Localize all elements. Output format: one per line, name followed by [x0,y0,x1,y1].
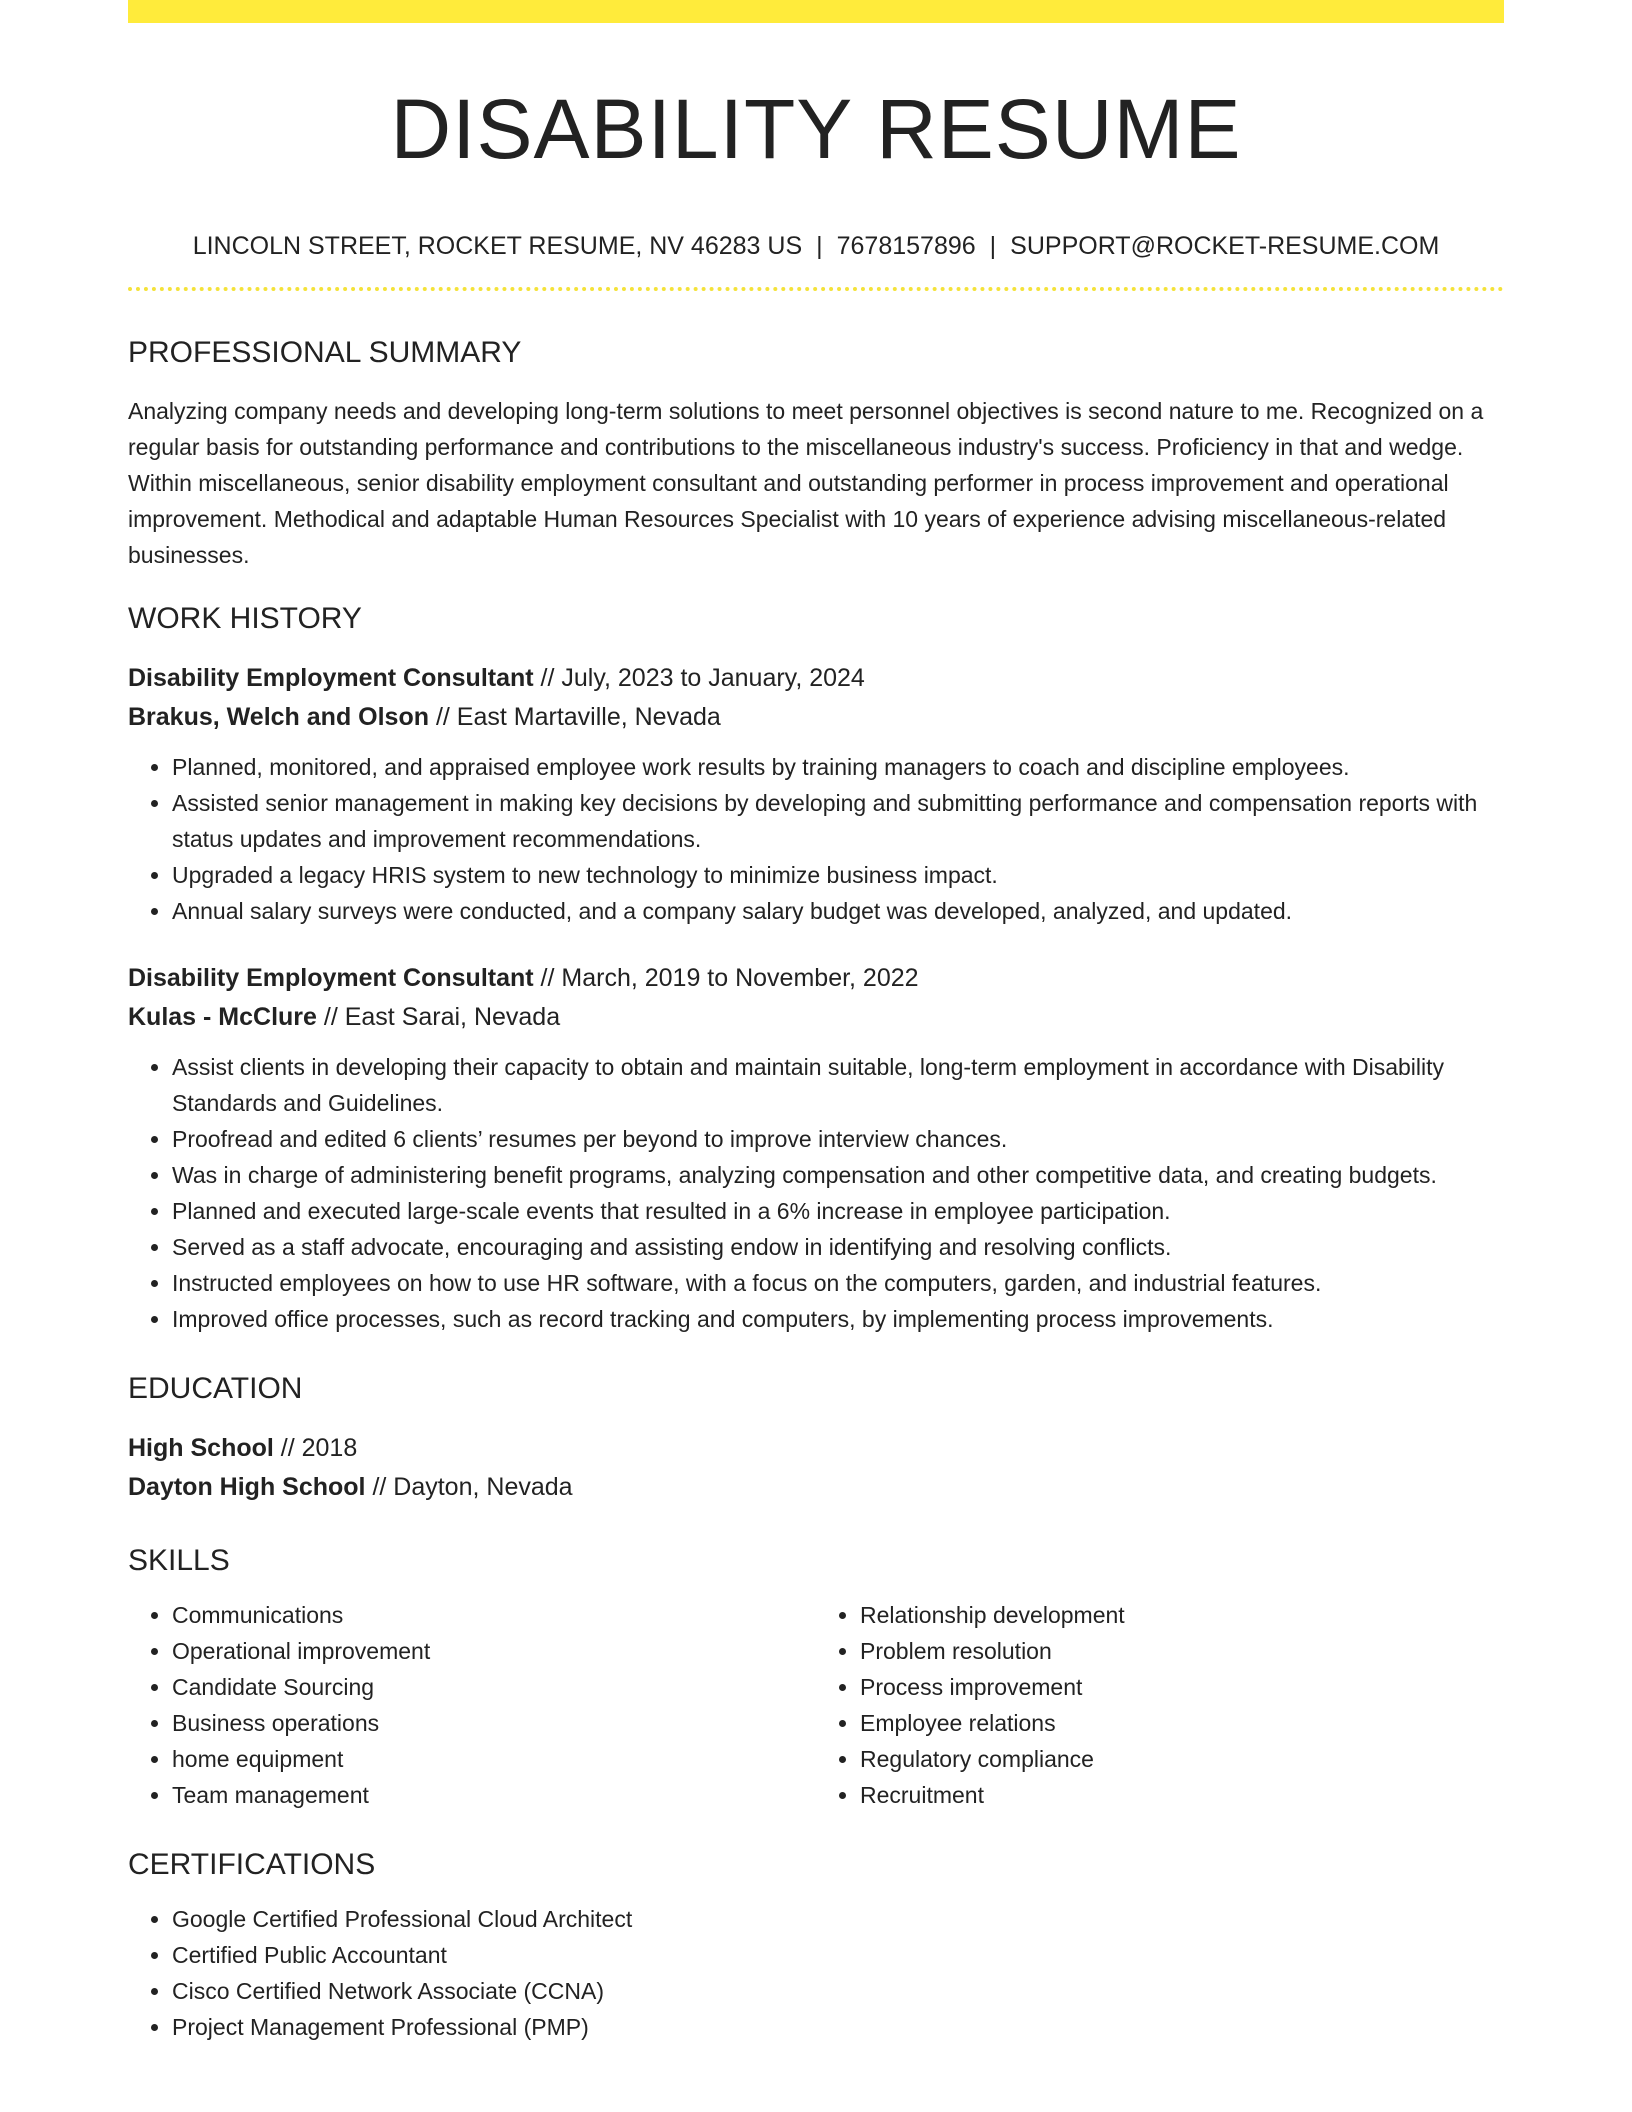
job-location: // East Martaville, Nevada [429,703,721,731]
job-location: // East Sarai, Nevada [316,1003,561,1031]
skills-list-right [816,1597,1504,1813]
list-item: • Problem resolution [860,1633,1504,1669]
summary-text: Analyzing company needs and developing long-term solutions to meet personnel objectives is second nature to me. Recognized on a regular basis for outstanding performance and contributions to the miscellaneous industry's success. Proficiency in that and wedge. Within miscellaneous, senior disability employment consultant and outstanding performer in process improvement and operational improvement. Methodical and adaptable Human Resources Specialist with 10 years of experience advising miscellaneous-related businesses. [128,398,1484,568]
job-title-line [128,659,1504,698]
job-company-line [128,698,1504,737]
education-school: Dayton High School [128,1473,366,1501]
phone: 7678157896 [836,232,976,260]
list-item: • Google Certified Professional Cloud Architect [172,1901,1504,1937]
job-position: Disability Employment Consultant [128,664,534,692]
list-item: • Proofread and edited 6 clients’ resumes per beyond to improve interview chances. [172,1121,1504,1157]
job-position: Disability Employment Consultant [128,964,534,992]
job-bullets [128,749,1504,929]
list-item: • Regulatory compliance [860,1741,1504,1777]
list-item: • Recruitment [860,1777,1504,1813]
resume-title: DISABILITY RESUME [390,82,1242,176]
list-item: • Communications [172,1597,816,1633]
accent-bar [128,0,1504,23]
contact-line [128,231,1504,261]
job-company: Brakus, Welch and Olson [128,703,430,731]
list-item: • Assisted senior management in making key decisions by developing and submitting performance and compensation reports with status updates and improvement recommendations. [172,785,1504,857]
list-item: • Relationship development [860,1597,1504,1633]
separator: | [989,232,997,260]
list-item: • Cisco Certified Network Associate (CCNA) [172,1973,1504,2009]
list-item: • Was in charge of administering benefit programs, analyzing compensation and other competitive data, and creating budgets. [172,1157,1504,1193]
job-bullets [128,1049,1504,1337]
list-item: • Project Management Professional (PMP) [172,2009,1504,2045]
job-company: Kulas - McClure [128,1003,317,1031]
list-item: • Employee relations [860,1705,1504,1741]
education-degree-line [128,1429,1504,1468]
certifications-list [128,1901,1504,2045]
list-item: • Served as a staff advocate, encouraging and assisting endow in identifying and resolving conflicts. [172,1229,1504,1265]
list-item: • Process improvement [860,1669,1504,1705]
dotted-divider [128,287,1504,291]
list-item: • Improved office processes, such as record tracking and computers, by implementing process improvements. [172,1301,1504,1337]
list-item: • Operational improvement [172,1633,816,1669]
address: LINCOLN STREET, ROCKET RESUME, NV 46283 US [192,232,803,260]
summary-heading: PROFESSIONAL SUMMARY [128,336,522,369]
job-dates: // March, 2019 to November, 2022 [533,964,919,992]
list-item: • Certified Public Accountant [172,1937,1504,1973]
certifications-heading: CERTIFICATIONS [128,1848,376,1881]
skills-list-left [128,1597,816,1813]
list-item: • Business operations [172,1705,816,1741]
list-item: • Upgraded a legacy HRIS system to new technology to minimize business impact. [172,857,1504,893]
job-entry [128,959,1504,1337]
education-year: // 2018 [273,1434,358,1462]
skills-heading: SKILLS [128,1544,230,1577]
list-item: • Annual salary surveys were conducted, and a company salary budget was developed, analyzed, and updated. [172,893,1504,929]
education-location: // Dayton, Nevada [365,1473,573,1501]
job-company-line [128,998,1504,1037]
separator: | [816,232,823,260]
education-entry [128,1429,1504,1507]
list-item: • Candidate Sourcing [172,1669,816,1705]
list-item: • Instructed employees on how to use HR software, with a focus on the computers, garden, and industrial features. [172,1265,1504,1301]
list-item: • Team management [172,1777,816,1813]
job-title-line [128,959,1504,998]
job-entry [128,659,1504,929]
list-item: • Planned, monitored, and appraised employee work results by training managers to coach and discipline employees. [172,749,1504,785]
list-item: • home equipment [172,1741,816,1777]
job-dates: // July, 2023 to January, 2024 [533,664,865,692]
skills-columns [128,1597,1504,1813]
work-history-heading: WORK HISTORY [128,602,362,635]
education-heading: EDUCATION [128,1372,303,1405]
list-item: • Planned and executed large-scale events that resulted in a 6% increase in employee participation. [172,1193,1504,1229]
education-school-line [128,1468,1504,1507]
list-item: • Assist clients in developing their capacity to obtain and maintain suitable, long-term employment in accordance with Disability Standards and Guidelines. [172,1049,1504,1121]
education-degree: High School [128,1434,274,1462]
email: SUPPORT@ROCKET-RESUME.COM [1010,232,1440,260]
resume-page [128,0,1504,2045]
